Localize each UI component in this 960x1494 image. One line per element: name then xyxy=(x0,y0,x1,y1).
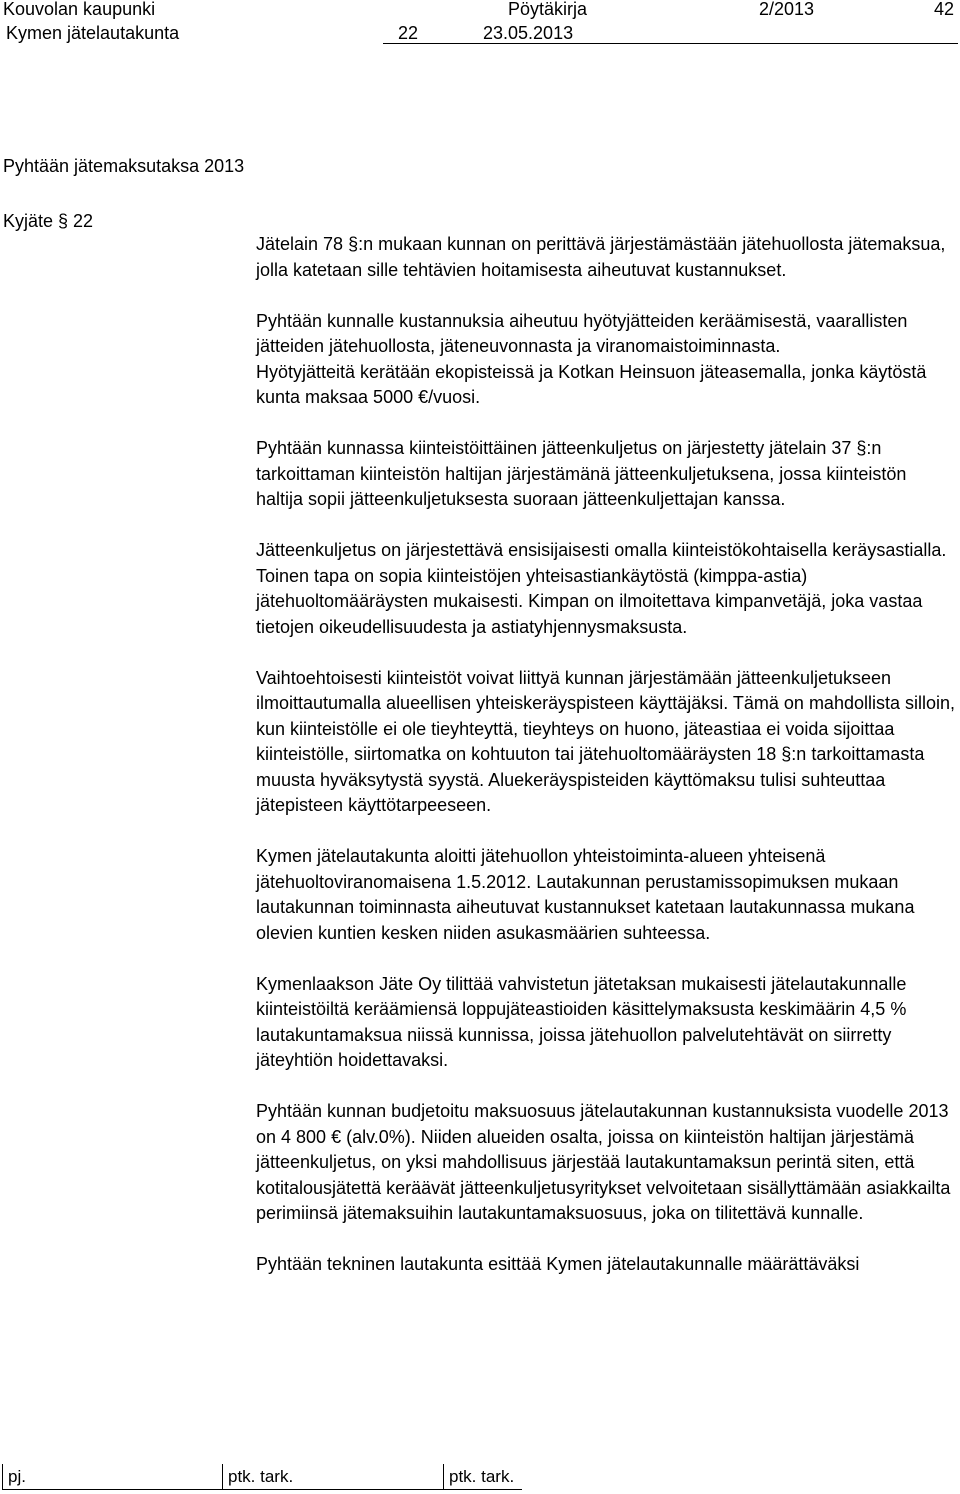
item-label: Kyjäte § 22 xyxy=(3,211,94,231)
meeting-date: 23.05.2013 xyxy=(483,23,574,43)
paragraph: Pyhtään tekninen lautakunta esittää Kymen jätelautakunnalle määrättäväksi xyxy=(256,1254,860,1274)
page-number: 42 xyxy=(934,0,955,19)
document-number: 2/2013 xyxy=(759,0,815,19)
chair-initials-label: pj. xyxy=(8,1467,26,1486)
paragraph: Vaihtoehtoisesti kiinteistöt voivat liittyä kunnan järjestämään jätteenkuljetukseen ilmoittautumalla alueellisen yhteiskeräyspisteen käyttäjäksi. Tämä on mahdollista silloin, kun kiinteistölle ei ole tieyhteyttä, tieyhteys on huono, jäteastiaa ei voida sijoittaa kiinteistölle, siirtomatka on kohtuuton tai jätehuoltomääräysten 18 §:n tarkoittamasta muusta hyväksytystä syystä. Aluekeräyspisteiden käyttömaksu tulisi suhteuttaa jätepisteen käyttötarpeeseen. xyxy=(256,667,956,815)
paragraph: Jätelain 78 §:n mukaan kunnan on perittävä järjestämästään jätehuollosta jätemaksua, jolla katetaan sille tehtävien hoitamisesta aiheutuvat kustannukset. xyxy=(256,234,946,280)
signature-divider xyxy=(222,1464,223,1490)
organization-name: Kouvolan kaupunki xyxy=(3,0,156,19)
document-body xyxy=(256,232,956,1278)
minutes-checker-label: ptk. tark. xyxy=(449,1467,515,1486)
signature-divider xyxy=(2,1464,3,1490)
minutes-checker-label: ptk. tark. xyxy=(228,1467,294,1486)
committee-name: Kymen jätelautakunta xyxy=(6,23,180,43)
paragraph: Pyhtään kunnalle kustannuksia aiheutuu hyötyjätteiden keräämisestä, vaarallisten jätteiden jätehuollosta, jäteneuvonnasta ja viranomaistoiminnasta. xyxy=(256,310,908,356)
document-type: Pöytäkirja xyxy=(508,0,588,19)
paragraph: Kymenlaakson Jäte Oy tilittää vahvistetun jätetaksan mukaisesti jätelautakunnalle kiinteistöiltä keräämiensä loppujäteastioiden käsittelymaksusta keskimäärin 4,5 % lautakuntamaksua niissä kunnissa, joissa jätehuollon palvelutehtävät on siirretty jäteyhtiön hoidettavaksi. xyxy=(256,973,907,1070)
page-title: Pyhtään jätemaksutaksa 2013 xyxy=(3,156,245,176)
item-number: 22 xyxy=(398,23,419,43)
header-divider xyxy=(383,43,958,44)
paragraph: Pyhtään kunnan budjetoitu maksuosuus jätelautakunnan kustannuksista vuodelle 2013 on 4 800 € (alv.0%). Niiden alueiden osalta, joissa on kiinteistön haltijan järjestämä jätteenkuljetus, on yksi mahdollisuus järjestää lautakuntamaksun perintä siten, että kotitalousjätettä keräävät jätteenkuljetusyritykset velvoitetaan sisällyttämään asiakkailta perimiinsä jätemaksuihin lautakuntamaksuosuus, joka on tilitettävä kunnalle. xyxy=(256,1101,951,1223)
paragraph: Pyhtään kunnassa kiinteistöittäinen jätteenkuljetus on järjestetty jätelain 37 §:n tarkoittaman kiinteistön haltijan järjestämänä jätteenkuljetuksena, jossa kiinteistön haltija sopii jätteenkuljetuksesta suoraan jätteenkuljettajan kanssa. xyxy=(256,438,907,509)
paragraph: Jätteenkuljetus on järjestettävä ensisijaisesti omalla kiinteistökohtaisella keräysastialla. Toinen tapa on sopia kiinteistöjen yhteisastiankäytöstä (kimppa-astia) jätehuoltomääräysten mukaisesti. Kimpan on ilmoitettava kimpanvetäjä, joka vastaa tietojen oikeudellisuudesta ja astiatyhjennysmaksusta. xyxy=(256,540,947,637)
paragraph: Hyötyjätteitä kerätään ekopisteissä ja Kotkan Heinsuon jäteasemalla, jonka käytöstä kunta maksaa 5000 €/vuosi. xyxy=(256,361,927,407)
signature-baseline xyxy=(2,1489,522,1490)
paragraph: Kymen jätelautakunta aloitti jätehuollon yhteistoiminta-alueen yhteisenä jätehuoltoviranomaisena 1.5.2012. Lautakunnan perustamissopimuksen mukaan lautakunnan toiminnasta aiheutuvat kustannukset katetaan lautakunnassa mukana olevien kuntien kesken niiden asukasmäärien suhteessa. xyxy=(256,846,915,943)
signature-divider xyxy=(443,1464,444,1490)
